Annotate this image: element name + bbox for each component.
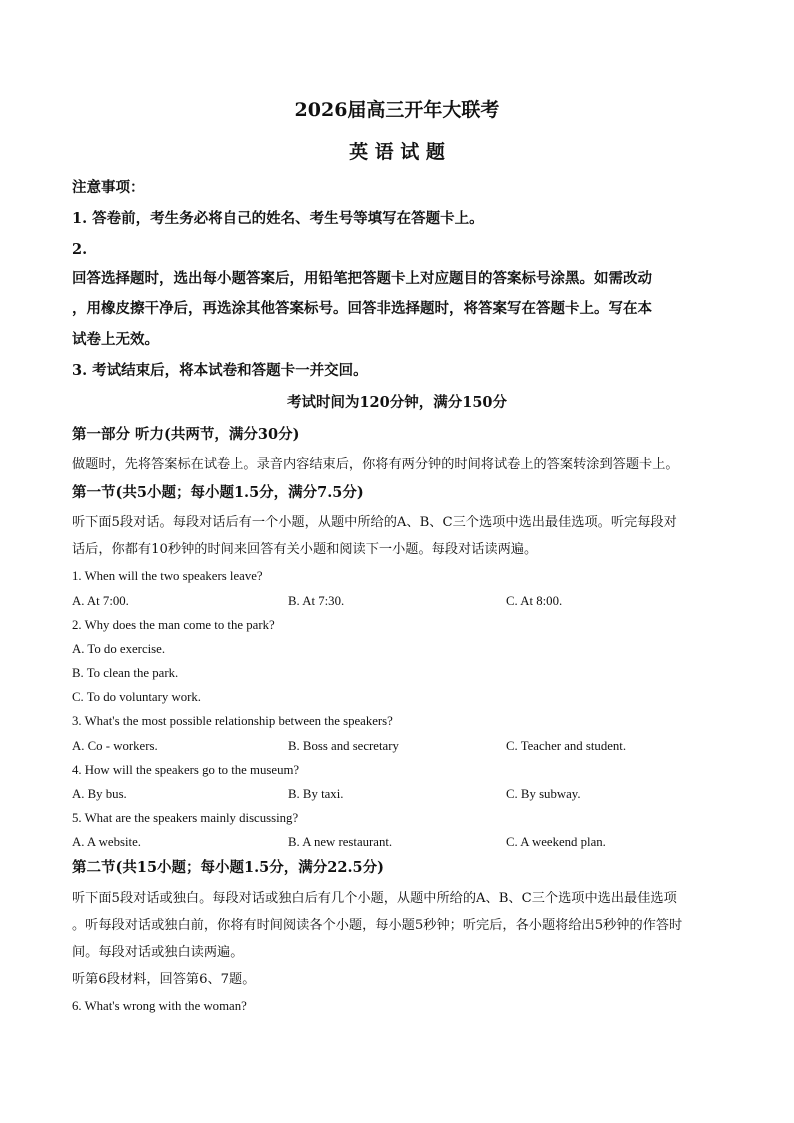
question-1-option-c: C. At 8:00. [506, 594, 563, 608]
question-5-option-c: C. A weekend plan. [506, 835, 606, 849]
question-3-option-a: A. Co - workers. [72, 739, 158, 753]
question-2-option-c: C. To do voluntary work. [72, 690, 201, 704]
question-4-option-c: C. By subway. [506, 787, 581, 801]
part-1-heading: 第一部分 听力(共两节，满分30分) [72, 426, 300, 443]
notes-item-2-line-1: 回答选择题时，选出每小题答案后，用铅笔把答题卡上对应题目的答案标号涂黑。如需改动 [72, 270, 652, 287]
material-6-note: 听第6段材料，回答第6、7题。 [72, 972, 256, 987]
section-2-instruction-line-2: 。听每段对话或独白前，你将有时间阅读各个小题，每小题5秒钟；听完后，各小题将给出5秒钟的作答时 [72, 918, 683, 933]
section-2-instruction-line-1: 听下面5段对话或独白。每段对话或独白后有几个小题，从题中所给的A、B、C三个选项中选出最佳选项 [72, 891, 677, 906]
question-2-stem: 2. Why does the man come to the park? [72, 618, 275, 632]
question-3-option-b: B. Boss and secretary [288, 739, 399, 753]
question-2-option-b: B. To clean the park. [72, 666, 179, 680]
question-4-option-b: B. By taxi. [288, 787, 344, 801]
question-1-option-a: A. At 7:00. [72, 594, 129, 608]
exam-time-info: 考试时间为120分钟，满分150分 [286, 394, 508, 411]
notes-item-1: 1. 答卷前，考生务必将自己的姓名、考生号等填写在答题卡上。 [72, 210, 484, 227]
section-2-instruction-line-3: 间。每段对话或独白读两遍。 [72, 945, 244, 960]
question-6-stem: 6. What's wrong with the woman? [72, 999, 247, 1013]
part-1-instruction: 做题时，先将答案标在试卷上。录音内容结束后，你将有两分钟的时间将试卷上的答案转涂到答题卡上。 [72, 457, 679, 472]
notes-item-2-line-2: ，用橡皮擦干净后，再选涂其他答案标号。回答非选择题时，将答案写在答题卡上。写在本 [72, 300, 652, 317]
exam-subject-title: 英 语 试 题 [349, 141, 445, 163]
question-3-stem: 3. What's the most possible relationship between the speakers? [72, 714, 393, 728]
question-5-option-b: B. A new restaurant. [288, 835, 393, 849]
question-3-option-c: C. Teacher and student. [506, 739, 627, 753]
notes-item-3: 3. 考试结束后，将本试卷和答题卡一并交回。 [72, 362, 368, 379]
section-2-heading: 第二节(共15小题；每小题1.5分，满分22.5分) [72, 859, 384, 876]
notes-heading: 注意事项： [72, 179, 145, 196]
question-1-option-b: B. At 7:30. [288, 594, 345, 608]
section-1-heading: 第一节(共5小题；每小题1.5分，满分7.5分) [72, 484, 364, 501]
section-1-instruction-line-1: 听下面5段对话。每段对话后有一个小题，从题中所给的A、B、C三个选项中选出最佳选项。听完每段对 [72, 515, 677, 530]
section-1-instruction-line-2: 话后，你都有10秒钟的时间来回答有关小题和阅读下一小题。每段对话读两遍。 [72, 542, 538, 557]
notes-item-2-number: 2. [72, 241, 88, 258]
question-5-option-a: A. A website. [72, 835, 141, 849]
question-4-option-a: A. By bus. [72, 787, 127, 801]
question-4-stem: 4. How will the speakers go to the museum? [72, 763, 300, 777]
question-5-stem: 5. What are the speakers mainly discussing? [72, 811, 299, 825]
exam-title: 2026届高三开年大联考 [294, 99, 500, 121]
notes-item-2-line-3: 试卷上无效。 [72, 331, 159, 348]
question-1-stem: 1. When will the two speakers leave? [72, 569, 263, 583]
question-2-option-a: A. To do exercise. [72, 642, 166, 656]
